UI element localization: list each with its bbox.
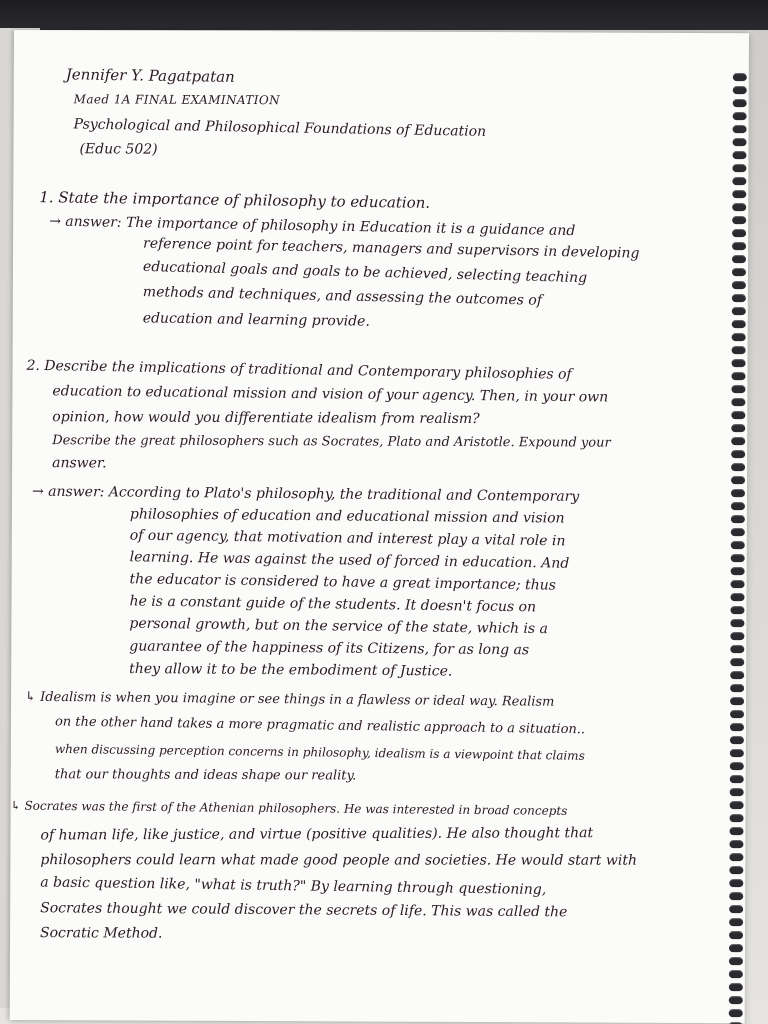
spiral-coil xyxy=(731,411,745,419)
socrates-line: philosophers could learn what made good people and societies. He would start with xyxy=(40,852,637,869)
spiral-coil xyxy=(729,944,743,952)
spiral-coil xyxy=(732,307,746,315)
idealism-line: ↳ Idealism is when you imagine or see things in a flawless or ideal way. Realism xyxy=(25,689,555,710)
subject-code: (Educ 502) xyxy=(79,141,158,158)
idealism-line: that our thoughts and ideas shape our reality. xyxy=(54,767,357,784)
spiral-coil xyxy=(730,736,744,744)
spiral-coil xyxy=(729,983,743,991)
spiral-coil xyxy=(729,918,743,926)
spiral-coil xyxy=(732,164,746,172)
spiral-coil xyxy=(730,697,744,705)
q2-answer-line: he is a constant guide of the students. It doesn't focus on xyxy=(129,593,537,616)
spiral-coil xyxy=(730,801,744,809)
q2-answer-line: of our agency, that motivation and interest play a vital role in xyxy=(129,527,566,550)
q1-answer-line: educational goals and goals to be achieved, selecting teaching xyxy=(142,258,588,287)
spiral-coil xyxy=(732,294,746,302)
spiral-coil xyxy=(733,73,747,81)
question-2-line: answer. xyxy=(52,455,107,472)
socrates-line: ↳ Socrates was the first of the Athenian philosophers. He was interested in broad concepts xyxy=(10,798,568,818)
q2-answer-line: they allow it to be the embodiment of Justice. xyxy=(129,660,453,680)
spiral-coil xyxy=(731,372,745,380)
q2-answer-line: guarantee of the happiness of its Citizens, for as long as xyxy=(129,638,530,659)
spiral-coil xyxy=(730,814,744,822)
spiral-coil xyxy=(731,593,745,601)
spiral-coil xyxy=(729,827,743,835)
spiral-coil xyxy=(732,255,746,263)
notebook-page xyxy=(10,30,749,1023)
question-2-line: education to educational mission and vision of your agency. Then, in your own xyxy=(52,383,609,406)
spiral-coil xyxy=(731,476,745,484)
subject-title: Psychological and Philosophical Foundations of Education xyxy=(73,116,487,140)
q2-answer-line: learning. He was against the used of forced in education. And xyxy=(129,549,570,572)
q1-answer-line: → answer: The importance of philosophy in Education it is a guidance and xyxy=(49,213,576,240)
q1-answer-line: methods and techniques, and assessing the outcomes of xyxy=(142,284,543,309)
spiral-coil xyxy=(729,996,743,1004)
spiral-coil xyxy=(732,242,746,250)
spiral-coil xyxy=(733,86,747,94)
spiral-coil xyxy=(730,723,744,731)
spiral-coil xyxy=(732,190,746,198)
spiral-coil xyxy=(731,437,745,445)
question-2-line: Describe the great philosophers such as Socrates, Plato and Aristotle. Expound your xyxy=(52,433,611,451)
spiral-coil xyxy=(730,632,744,640)
course-line: Maed 1A FINAL EXAMINATION xyxy=(73,92,281,108)
spiral-coil xyxy=(730,762,744,770)
spiral-coil xyxy=(730,710,744,718)
spiral-coil xyxy=(731,580,745,588)
spiral-coil xyxy=(730,749,744,757)
question-2-line: 2. Describe the implications of traditional and Contemporary philosophies of xyxy=(26,357,572,383)
spiral-coil xyxy=(732,346,746,354)
spiral-coil xyxy=(732,281,746,289)
spiral-coil xyxy=(731,515,745,523)
spiral-coil xyxy=(732,151,746,159)
spiral-coil xyxy=(729,957,743,965)
spiral-coil xyxy=(733,138,747,146)
spiral-coil xyxy=(730,684,744,692)
question-2-line: opinion, how would you differentiate idealism from realism? xyxy=(52,409,480,428)
q2-answer-line: personal growth, but on the service of the state, which is a xyxy=(129,615,549,638)
spiral-coil xyxy=(729,879,743,887)
spiral-coil xyxy=(730,671,744,679)
spiral-coil xyxy=(729,931,743,939)
spiral-coil xyxy=(731,567,745,575)
spiral-coil xyxy=(729,853,743,861)
idealism-line: on the other hand takes a more pragmatic and realistic approach to a situation.. xyxy=(54,714,586,738)
spiral-coil xyxy=(731,541,745,549)
socrates-line: of human life, like justice, and virtue (positive qualities). He also thought that xyxy=(40,825,594,844)
spiral-coil xyxy=(732,216,746,224)
spiral-coil xyxy=(731,463,745,471)
spiral-coil xyxy=(732,177,746,185)
spiral-coil xyxy=(731,489,745,497)
q1-answer-line: reference point for teachers, managers and supervisors in developing xyxy=(142,235,640,262)
question-1: 1. State the importance of philosophy to education. xyxy=(39,188,431,212)
spiral-coil xyxy=(729,1009,743,1017)
spiral-coil xyxy=(731,554,745,562)
spiral-coil xyxy=(732,333,746,341)
q2-answer-line: philosophies of education and educational mission and vision xyxy=(129,506,565,527)
socrates-line: a basic question like, "what is truth?" By learning through questioning, xyxy=(40,874,547,898)
spiral-coil xyxy=(729,970,743,978)
student-name: Jennifer Y. Pagatpatan xyxy=(65,65,235,86)
spiral-coil xyxy=(729,866,743,874)
spiral-coil xyxy=(732,268,746,276)
spiral-coil xyxy=(732,320,746,328)
spiral-coil xyxy=(732,203,746,211)
spiral-coil xyxy=(730,606,744,614)
socrates-line: Socrates thought we could discover the secrets of life. This was called the xyxy=(40,900,568,921)
spiral-coil xyxy=(733,125,747,133)
spiral-binding xyxy=(727,73,749,1024)
spiral-coil xyxy=(731,398,745,406)
idealism-line: when discussing perception concerns in philosophy, idealism is a viewpoint that claims xyxy=(54,741,585,763)
spiral-coil xyxy=(733,112,747,120)
spiral-coil xyxy=(730,788,744,796)
spiral-coil xyxy=(731,385,745,393)
q1-answer-line: education and learning provide. xyxy=(142,310,370,330)
spiral-coil xyxy=(729,840,743,848)
spiral-coil xyxy=(730,658,744,666)
spiral-coil xyxy=(730,775,744,783)
spiral-coil xyxy=(731,424,745,432)
spiral-coil xyxy=(730,619,744,627)
spiral-coil xyxy=(731,528,745,536)
q2-answer-line: → answer: According to Plato's philosophy, the traditional and Contemporary xyxy=(31,483,580,505)
spiral-coil xyxy=(732,229,746,237)
spiral-coil xyxy=(731,450,745,458)
spiral-coil xyxy=(733,99,747,107)
spiral-coil xyxy=(730,645,744,653)
q2-answer-line: the educator is considered to have a great importance; thus xyxy=(129,571,557,594)
spiral-coil xyxy=(729,892,743,900)
socrates-line: Socratic Method. xyxy=(40,925,163,942)
spiral-coil xyxy=(729,905,743,913)
spiral-coil xyxy=(731,502,745,510)
spiral-coil xyxy=(732,359,746,367)
